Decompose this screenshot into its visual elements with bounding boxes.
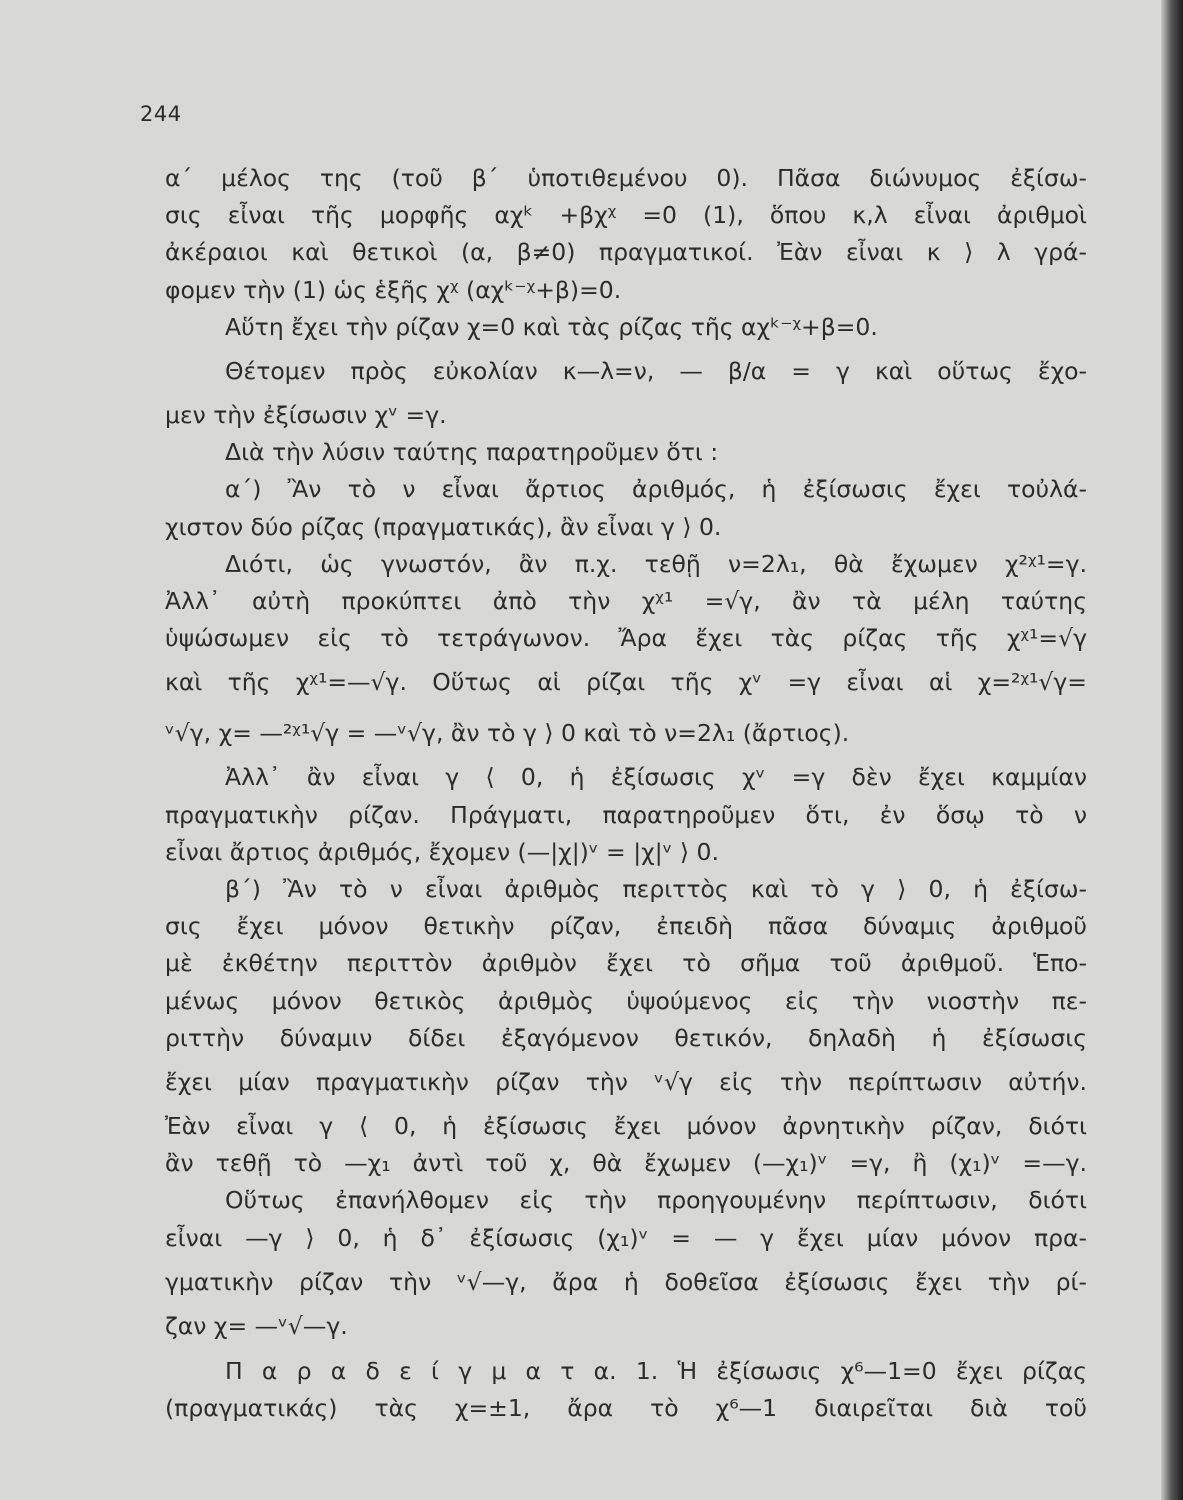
text-line: ριττὴν δύναμιν δίδει ἐξαγόμενον θετικόν, δηλαδὴ ἡ ἐξίσωσις — [165, 1023, 1087, 1052]
text-line: εἶναι ἄρτιος ἀριθμός, ἔχομεν (—|χ|)ᵛ = |χ|ᵛ ⟩ 0. — [165, 837, 719, 866]
page-edge-shadow — [1161, 0, 1183, 1500]
text-line: Αὕτη ἔχει τὴν ρίζαν χ=0 καὶ τὰς ρίζας τῆς αχᵏ⁻ᵡ+β=0. — [225, 312, 878, 341]
text-line: σις ἔχει μόνον θετικὴν ρίζαν, ἐπειδὴ πᾶσα δύναμις ἀριθμοῦ — [165, 912, 1087, 941]
text-line: α΄) Ἂν τὸ ν εἶναι ἄρτιος ἀριθμός, ἡ ἐξίσωσις ἔχει τοὐλά- — [225, 475, 1087, 504]
text-line: ζαν χ= —ᵛ√—γ. — [165, 1311, 348, 1340]
text-line: Θέτομεν πρὸς εὐκολίαν κ—λ=ν, — β/α = γ καὶ οὕτως ἔχο- — [225, 357, 1087, 386]
paragraph-gap — [165, 1345, 1087, 1353]
text-line: καὶ τῆς χᵡ¹=—√γ. Οὕτως αἱ ρίζαι τῆς χᵛ =γ εἶναι αἱ χ=²ᵡ¹√γ= — [165, 668, 1087, 697]
text-line: Ἐὰν εἶναι γ ⟨ 0, ἡ ἐξίσωσις ἔχει μόνον ἀρνητικὴν ρίζαν, διότι — [165, 1112, 1087, 1141]
text-line: ἔχει μίαν πραγματικὴν ρίζαν τὴν ᵛ√γ εἰς τὴν περίπτωσιν αὐτήν. — [165, 1068, 1087, 1097]
text-line: ἂν τεθῇ τὸ —χ₁ ἀντὶ τοῦ χ, θὰ ἔχωμεν (—χ₁)ᵛ =γ, ἢ (χ₁)ᵛ =—γ. — [165, 1149, 1087, 1178]
text-line: (πραγματικάς) τὰς χ=±1, ἄρα τὸ χ⁶—1 διαιρεῖται διὰ τοῦ — [165, 1394, 1087, 1423]
text-line: Ἀλλ᾽ αὐτὴ προκύπτει ἀπὸ τὴν χᵡ¹ =√γ, ἂν τὰ μέλη ταύτης — [165, 587, 1087, 616]
text-line: Π α ρ α δ ε ί γ μ α τ α. 1. Ἡ ἐξίσωσις χ⁶—1=0 ἔχει ρίζας — [225, 1357, 1087, 1386]
text-line: Οὕτως ἐπανήλθομεν εἰς τὴν προηγουμένην περίπτωσιν, διότι — [225, 1186, 1087, 1215]
text-line: Διότι, ὡς γνωστόν, ἂν π.χ. τεθῇ ν=2λ₁, θὰ ἔχωμεν χ²ᵡ¹=γ. — [225, 549, 1087, 578]
text-line: φομεν τὴν (1) ὡς ἑξῆς χᵡ (αχᵏ⁻ᵡ+β)=0. — [165, 275, 622, 304]
text-line: α΄ μέλος της (τοῦ β΄ ὑποτιθεμένου 0). Πᾶσα διώνυμος ἐξίσω- — [165, 164, 1087, 192]
text-line: σις εἶναι τῆς μορφῆς αχᵏ +βχᵡ =0 (1), ὅπου κ,λ εἶναι ἀριθμοὶ — [165, 201, 1087, 230]
text-line: ἀκέραιοι καὶ θετικοὶ (α, β≠0) πραγματικοί. Ἐὰν εἶναι κ ⟩ λ γρά- — [165, 238, 1087, 267]
text-line: μένως μόνον θετικὸς ἀριθμὸς ὑψούμενος εἰς τὴν νιοστὴν πε- — [165, 986, 1087, 1015]
text-line: μεν τὴν ἐξίσωσιν χᵛ =γ. — [165, 401, 447, 430]
page-number: 244 — [140, 102, 182, 126]
text-line: μὲ ἐκθέτην περιττὸν ἀριθμὸν ἔχει τὸ σῆμα τοῦ ἀριθμοῦ. Ἑπο- — [165, 949, 1087, 978]
text-line: εἶναι —γ ⟩ 0, ἡ δ᾽ ἐξίσωσις (χ₁)ᵛ = — γ ἔχει μίαν μόνον πρα- — [165, 1223, 1087, 1252]
text-line: ὑψώσωμεν εἰς τὸ τετράγωνον. Ἄρα ἔχει τὰς ρίζας τῆς χᵡ¹=√γ — [165, 624, 1087, 653]
text-line: πραγματικὴν ρίζαν. Πράγματι, παρατηροῦμεν ὅτι, ἐν ὅσῳ τὸ ν — [165, 800, 1087, 829]
text-line: β΄) Ἂν τὸ ν εἶναι ἀριθμὸς περιττὸς καὶ τὸ γ ⟩ 0, ἡ ἐξίσω- — [225, 875, 1087, 904]
text-line: χιστον δύο ρίζας (πραγματικάς), ἂν εἶναι γ ⟩ 0. — [165, 512, 722, 541]
text-line: Διὰ τὴν λύσιν ταύτης παρατηροῦμεν ὅτι : — [225, 438, 719, 467]
text-line: ᵛ√γ, χ= —²ᵡ¹√γ = —ᵛ√γ, ἂν τὸ γ ⟩ 0 καὶ τὸ ν=2λ₁ (ἄρτιος). — [165, 719, 850, 748]
text-line: γματικὴν ρίζαν τὴν ᵛ√—γ, ἄρα ἡ δοθεῖσα ἐξίσωσις ἔχει τὴν ρί- — [165, 1267, 1087, 1296]
text-line: Ἀλλ᾽ ἂν εἶναι γ ⟨ 0, ἡ ἐξίσωσις χᵛ =γ δὲν ἔχει καμμίαν — [225, 763, 1087, 792]
body-text — [165, 160, 1087, 1427]
